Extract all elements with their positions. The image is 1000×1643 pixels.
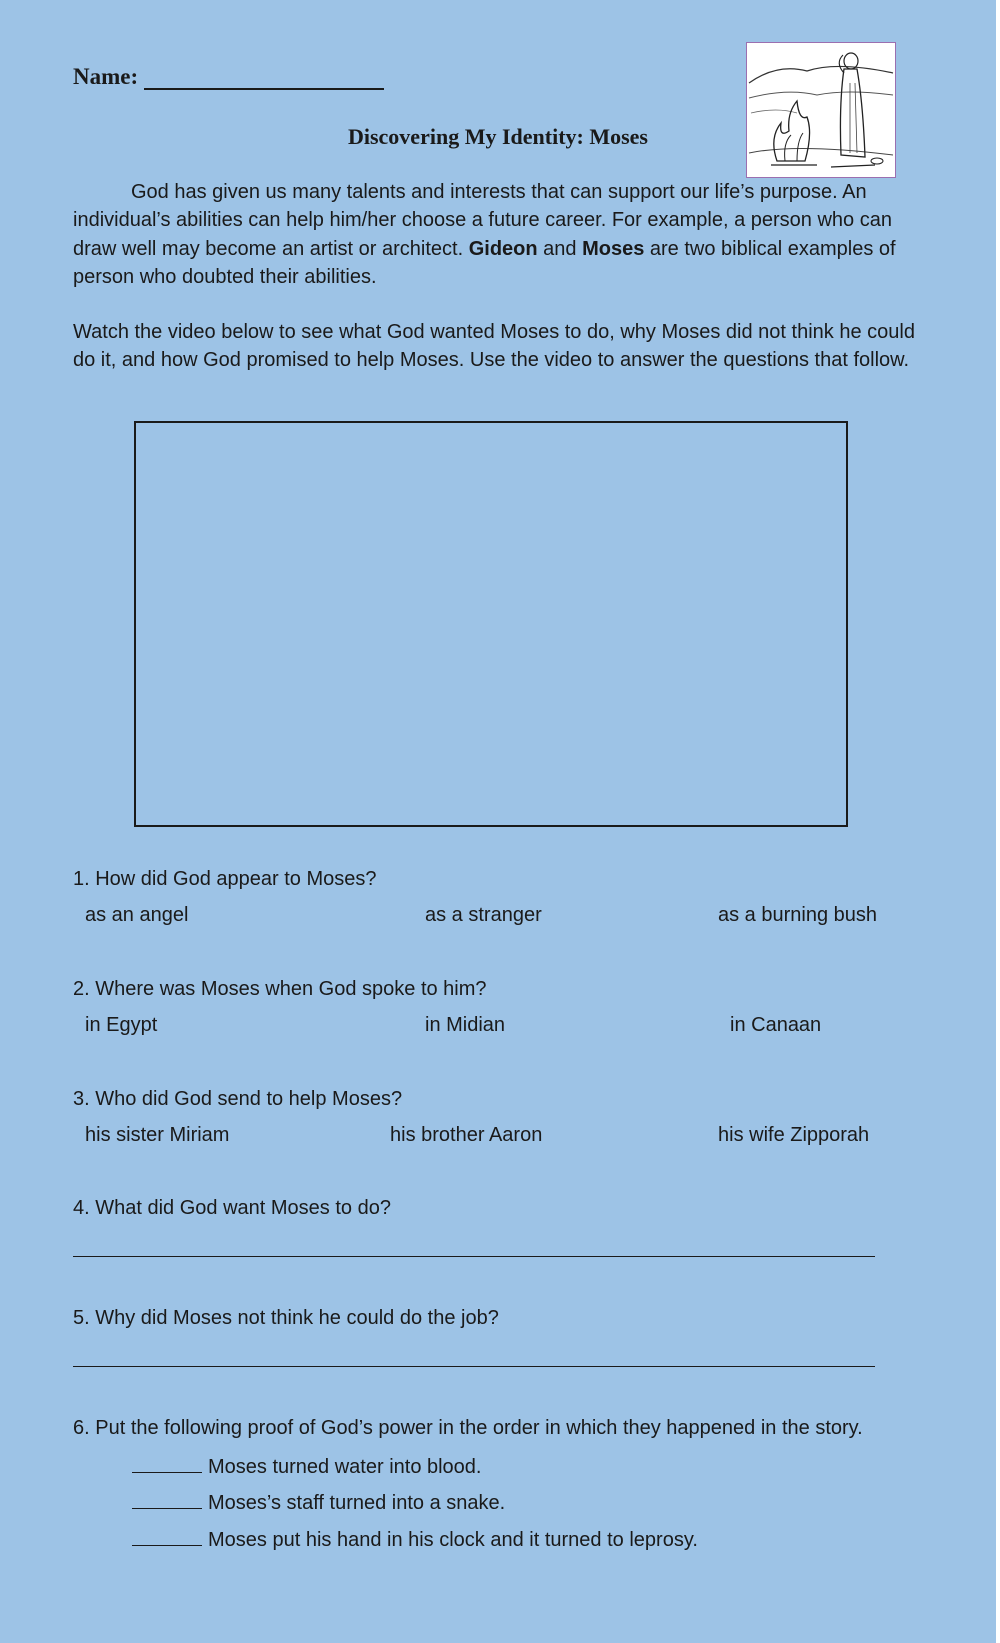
name-input-line[interactable] — [144, 66, 384, 90]
page-title: Discovering My Identity: Moses — [347, 124, 648, 149]
video-placeholder[interactable] — [134, 421, 848, 827]
q6-item-2-text: Moses’s staff turned into a snake. — [208, 1492, 506, 1514]
intro-and: and — [537, 237, 583, 260]
moses-burning-bush-icon — [746, 42, 896, 178]
q1-option-b[interactable]: as a stranger — [425, 904, 542, 926]
q6-item-2 — [132, 1490, 505, 1515]
q6-item-3-text: Moses put his hand in his clock and it turned to leprosy. — [208, 1529, 698, 1551]
q6-blank-3[interactable] — [132, 1527, 202, 1546]
q6-blank-2[interactable] — [132, 1490, 202, 1509]
question-3: 3. Who did God send to help Moses? — [73, 1088, 403, 1110]
question-6: 6. Put the following proof of God’s power in the order in which they happened in the story. — [73, 1417, 863, 1439]
q2-option-a[interactable]: in Egypt — [85, 1014, 158, 1036]
intro-text-a: God has given us many talents and interests that can support our life’s purpose. An individual’s abilities can help him/her choose a future career. For example, a person who can draw well may become an artist or architect. — [73, 181, 892, 260]
q3-option-a[interactable]: his sister Miriam — [85, 1124, 230, 1146]
intro-paragraph — [73, 178, 923, 291]
intro-text-b: are two biblical examples of person who doubted their abilities. — [73, 237, 896, 288]
q2-option-c[interactable]: in Canaan — [730, 1014, 822, 1036]
q3-option-c[interactable]: his wife Zipporah — [718, 1124, 870, 1146]
question-4: 4. What did God want Moses to do? — [73, 1197, 391, 1219]
q3-option-b[interactable]: his brother Aaron — [390, 1124, 543, 1146]
intro-gideon: Gideon — [468, 237, 538, 260]
question-2: 2. Where was Moses when God spoke to him? — [73, 978, 487, 1000]
question-5: 5. Why did Moses not think he could do the job? — [73, 1307, 499, 1329]
name-label: Name: — [73, 64, 139, 89]
question-1: 1. How did God appear to Moses? — [73, 868, 377, 890]
instructions-paragraph: Watch the video below to see what God wanted Moses to do, why Moses did not think he could do it, and how God promised to help Moses. Use the video to answer the questions that follow. — [73, 321, 915, 372]
q6-item-3 — [132, 1527, 698, 1552]
q6-item-1 — [132, 1454, 482, 1479]
q6-item-1-text: Moses turned water into blood. — [208, 1456, 482, 1478]
q5-answer-line[interactable] — [73, 1366, 875, 1367]
q6-blank-1[interactable] — [132, 1454, 202, 1473]
intro-moses: Moses — [582, 237, 645, 260]
q1-option-c[interactable]: as a burning bush — [718, 904, 878, 926]
name-field — [73, 64, 384, 90]
q4-answer-line[interactable] — [73, 1256, 875, 1257]
q2-option-b[interactable]: in Midian — [425, 1014, 506, 1036]
q1-option-a[interactable]: as an angel — [85, 904, 189, 926]
